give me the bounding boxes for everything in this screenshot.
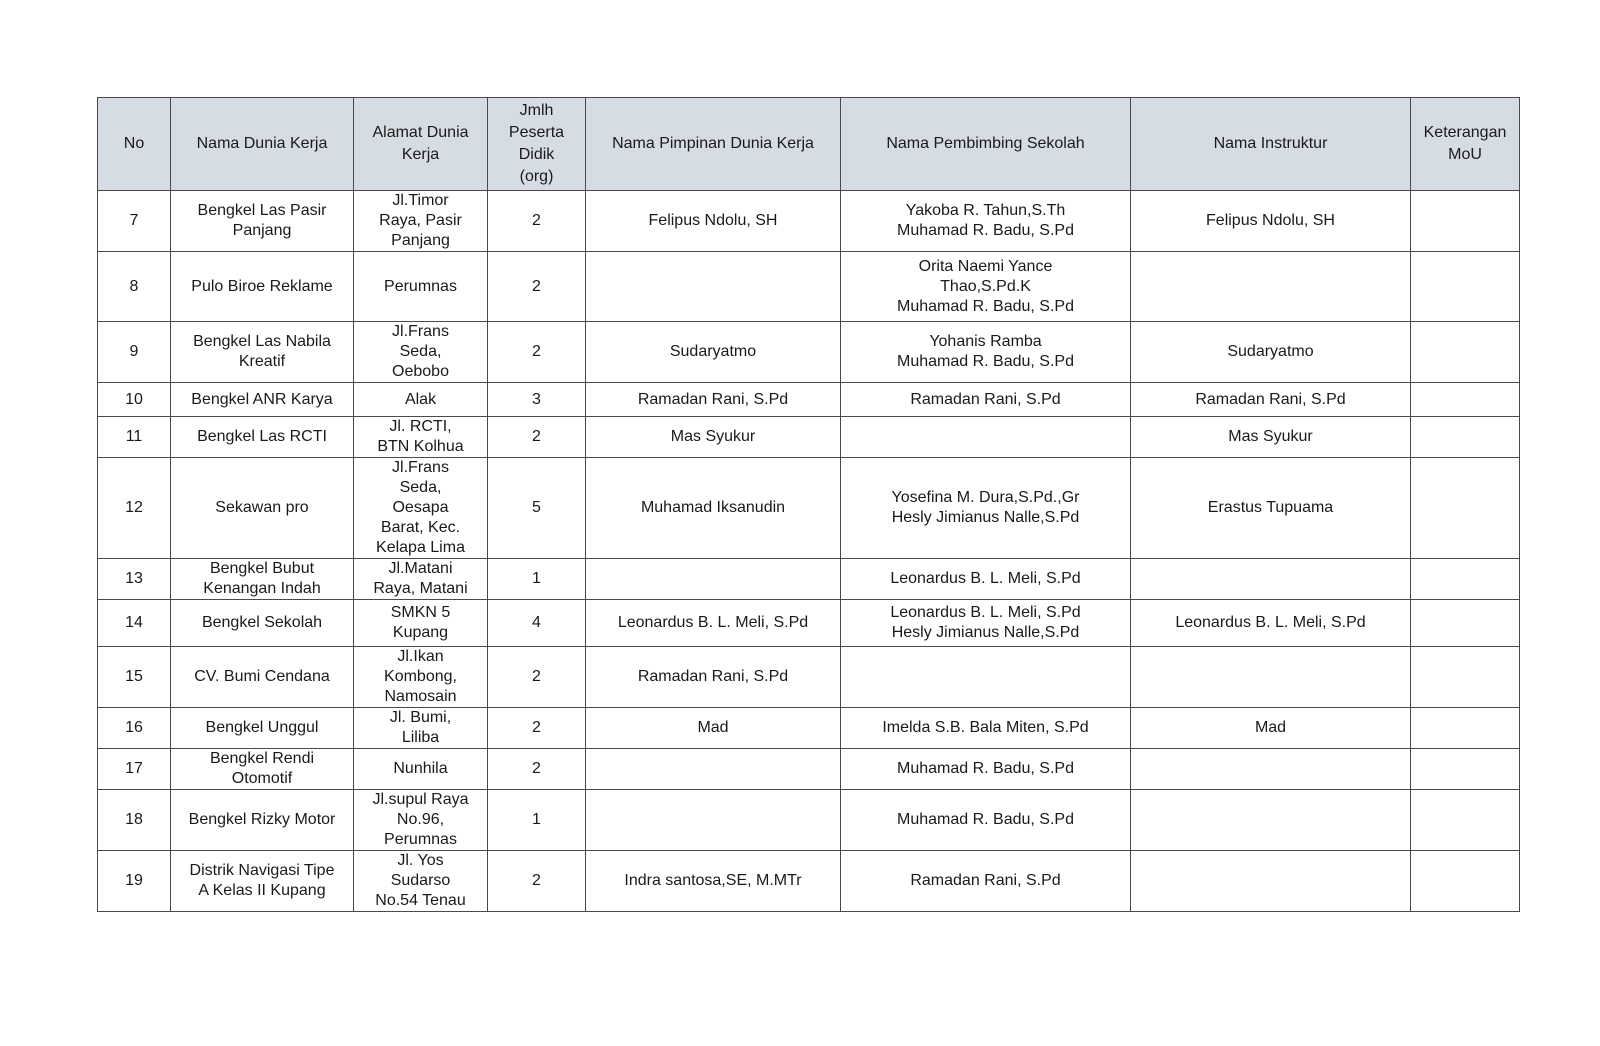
- cell-pimpinan: Muhamad Iksanudin: [586, 458, 841, 559]
- cell-pembimbing: Yosefina M. Dura,S.Pd.,Gr Hesly Jimianus Nalle,S.Pd: [841, 458, 1131, 559]
- cell-instruktur: [1131, 790, 1411, 851]
- cell-instruktur: Felipus Ndolu, SH: [1131, 191, 1411, 252]
- cell-alamat: Jl.Frans Seda, Oebobo: [354, 322, 488, 383]
- cell-pembimbing: [841, 417, 1131, 458]
- cell-nama-dunia-kerja: Distrik Navigasi Tipe A Kelas II Kupang: [171, 851, 354, 912]
- cell-nama-dunia-kerja: Bengkel Las RCTI: [171, 417, 354, 458]
- cell-nama-dunia-kerja: Pulo Biroe Reklame: [171, 252, 354, 322]
- cell-alamat: Perumnas: [354, 252, 488, 322]
- cell-keterangan: [1411, 559, 1520, 600]
- cell-alamat: Jl.Ikan Kombong, Namosain: [354, 647, 488, 708]
- table-row: [98, 252, 1520, 322]
- cell-no: 13: [98, 559, 171, 600]
- cell-instruktur: Leonardus B. L. Meli, S.Pd: [1131, 600, 1411, 647]
- cell-pembimbing: Yakoba R. Tahun,S.Th Muhamad R. Badu, S.Pd: [841, 191, 1131, 252]
- header-instruktur: Nama Instruktur: [1131, 98, 1411, 191]
- cell-pembimbing: Imelda S.B. Bala Miten, S.Pd: [841, 708, 1131, 749]
- header-pembimbing: Nama Pembimbing Sekolah: [841, 98, 1131, 191]
- cell-pembimbing: Ramadan Rani, S.Pd: [841, 383, 1131, 417]
- cell-no: 12: [98, 458, 171, 559]
- cell-no: 15: [98, 647, 171, 708]
- cell-pembimbing: [841, 647, 1131, 708]
- cell-keterangan: [1411, 191, 1520, 252]
- cell-pimpinan: [586, 790, 841, 851]
- cell-alamat: Jl.Frans Seda, Oesapa Barat, Kec. Kelapa Lima: [354, 458, 488, 559]
- cell-no: 17: [98, 749, 171, 790]
- table-row: [98, 749, 1520, 790]
- cell-keterangan: [1411, 383, 1520, 417]
- header-pimpinan: Nama Pimpinan Dunia Kerja: [586, 98, 841, 191]
- cell-keterangan: [1411, 458, 1520, 559]
- cell-pembimbing: Muhamad R. Badu, S.Pd: [841, 790, 1131, 851]
- header-alamat: Alamat Dunia Kerja: [354, 98, 488, 191]
- cell-nama-dunia-kerja: Bengkel Las Nabila Kreatif: [171, 322, 354, 383]
- cell-pimpinan: Mas Syukur: [586, 417, 841, 458]
- cell-jumlah: 1: [488, 790, 586, 851]
- cell-pembimbing: Orita Naemi Yance Thao,S.Pd.K Muhamad R. Badu, S.Pd: [841, 252, 1131, 322]
- cell-nama-dunia-kerja: Sekawan pro: [171, 458, 354, 559]
- cell-pembimbing: Muhamad R. Badu, S.Pd: [841, 749, 1131, 790]
- cell-pimpinan: Mad: [586, 708, 841, 749]
- table-row: [98, 191, 1520, 252]
- cell-pimpinan: Ramadan Rani, S.Pd: [586, 647, 841, 708]
- cell-jumlah: 2: [488, 252, 586, 322]
- table-row: [98, 458, 1520, 559]
- cell-no: 19: [98, 851, 171, 912]
- header-nama-dunia-kerja: Nama Dunia Kerja: [171, 98, 354, 191]
- cell-keterangan: [1411, 600, 1520, 647]
- cell-alamat: Alak: [354, 383, 488, 417]
- cell-alamat: Jl. Bumi, Liliba: [354, 708, 488, 749]
- cell-instruktur: [1131, 252, 1411, 322]
- cell-keterangan: [1411, 252, 1520, 322]
- cell-pimpinan: [586, 749, 841, 790]
- cell-nama-dunia-kerja: Bengkel Rendi Otomotif: [171, 749, 354, 790]
- table-row: [98, 417, 1520, 458]
- cell-nama-dunia-kerja: Bengkel Bubut Kenangan Indah: [171, 559, 354, 600]
- cell-instruktur: [1131, 647, 1411, 708]
- cell-no: 14: [98, 600, 171, 647]
- table-row: [98, 322, 1520, 383]
- cell-jumlah: 5: [488, 458, 586, 559]
- cell-keterangan: [1411, 708, 1520, 749]
- cell-pimpinan: [586, 252, 841, 322]
- cell-nama-dunia-kerja: Bengkel ANR Karya: [171, 383, 354, 417]
- cell-jumlah: 3: [488, 383, 586, 417]
- cell-alamat: Nunhila: [354, 749, 488, 790]
- table-row: [98, 708, 1520, 749]
- cell-pimpinan: Indra santosa,SE, M.MTr: [586, 851, 841, 912]
- cell-alamat: Jl.Timor Raya, Pasir Panjang: [354, 191, 488, 252]
- cell-keterangan: [1411, 647, 1520, 708]
- cell-pembimbing: Leonardus B. L. Meli, S.Pd Hesly Jimianus Nalle,S.Pd: [841, 600, 1131, 647]
- table-header: [98, 98, 1520, 191]
- cell-no: 16: [98, 708, 171, 749]
- header-row: [98, 98, 1520, 191]
- cell-nama-dunia-kerja: Bengkel Rizky Motor: [171, 790, 354, 851]
- cell-instruktur: [1131, 749, 1411, 790]
- cell-jumlah: 2: [488, 708, 586, 749]
- cell-jumlah: 2: [488, 749, 586, 790]
- cell-instruktur: Erastus Tupuama: [1131, 458, 1411, 559]
- cell-jumlah: 2: [488, 322, 586, 383]
- cell-nama-dunia-kerja: Bengkel Sekolah: [171, 600, 354, 647]
- table-row: [98, 790, 1520, 851]
- cell-pimpinan: Felipus Ndolu, SH: [586, 191, 841, 252]
- cell-keterangan: [1411, 851, 1520, 912]
- cell-nama-dunia-kerja: Bengkel Unggul: [171, 708, 354, 749]
- dunia-kerja-table: [97, 97, 1520, 912]
- table-row: [98, 383, 1520, 417]
- cell-no: 18: [98, 790, 171, 851]
- cell-alamat: Jl. Yos Sudarso No.54 Tenau: [354, 851, 488, 912]
- cell-pembimbing: Yohanis Ramba Muhamad R. Badu, S.Pd: [841, 322, 1131, 383]
- cell-no: 8: [98, 252, 171, 322]
- cell-jumlah: 2: [488, 851, 586, 912]
- cell-jumlah: 2: [488, 191, 586, 252]
- cell-keterangan: [1411, 749, 1520, 790]
- cell-pimpinan: Sudaryatmo: [586, 322, 841, 383]
- cell-alamat: Jl.Matani Raya, Matani: [354, 559, 488, 600]
- cell-pimpinan: Leonardus B. L. Meli, S.Pd: [586, 600, 841, 647]
- header-keterangan: Keterangan MoU: [1411, 98, 1520, 191]
- cell-jumlah: 4: [488, 600, 586, 647]
- cell-no: 7: [98, 191, 171, 252]
- cell-instruktur: [1131, 851, 1411, 912]
- cell-no: 11: [98, 417, 171, 458]
- cell-keterangan: [1411, 417, 1520, 458]
- cell-no: 9: [98, 322, 171, 383]
- table-row: [98, 559, 1520, 600]
- cell-instruktur: [1131, 559, 1411, 600]
- cell-pembimbing: Ramadan Rani, S.Pd: [841, 851, 1131, 912]
- cell-no: 10: [98, 383, 171, 417]
- header-no: No: [98, 98, 171, 191]
- cell-alamat: Jl.supul Raya No.96, Perumnas: [354, 790, 488, 851]
- header-jumlah-peserta: Jmlh Peserta Didik (org): [488, 98, 586, 191]
- cell-pembimbing: Leonardus B. L. Meli, S.Pd: [841, 559, 1131, 600]
- cell-pimpinan: [586, 559, 841, 600]
- cell-alamat: SMKN 5 Kupang: [354, 600, 488, 647]
- cell-instruktur: Mas Syukur: [1131, 417, 1411, 458]
- cell-nama-dunia-kerja: Bengkel Las Pasir Panjang: [171, 191, 354, 252]
- cell-jumlah: 1: [488, 559, 586, 600]
- table-row: [98, 647, 1520, 708]
- cell-instruktur: Sudaryatmo: [1131, 322, 1411, 383]
- cell-pimpinan: Ramadan Rani, S.Pd: [586, 383, 841, 417]
- table-row: [98, 851, 1520, 912]
- cell-alamat: Jl. RCTI, BTN Kolhua: [354, 417, 488, 458]
- cell-instruktur: Mad: [1131, 708, 1411, 749]
- table-body: [98, 191, 1520, 912]
- cell-instruktur: Ramadan Rani, S.Pd: [1131, 383, 1411, 417]
- cell-jumlah: 2: [488, 647, 586, 708]
- cell-jumlah: 2: [488, 417, 586, 458]
- cell-keterangan: [1411, 790, 1520, 851]
- cell-keterangan: [1411, 322, 1520, 383]
- table-row: [98, 600, 1520, 647]
- cell-nama-dunia-kerja: CV. Bumi Cendana: [171, 647, 354, 708]
